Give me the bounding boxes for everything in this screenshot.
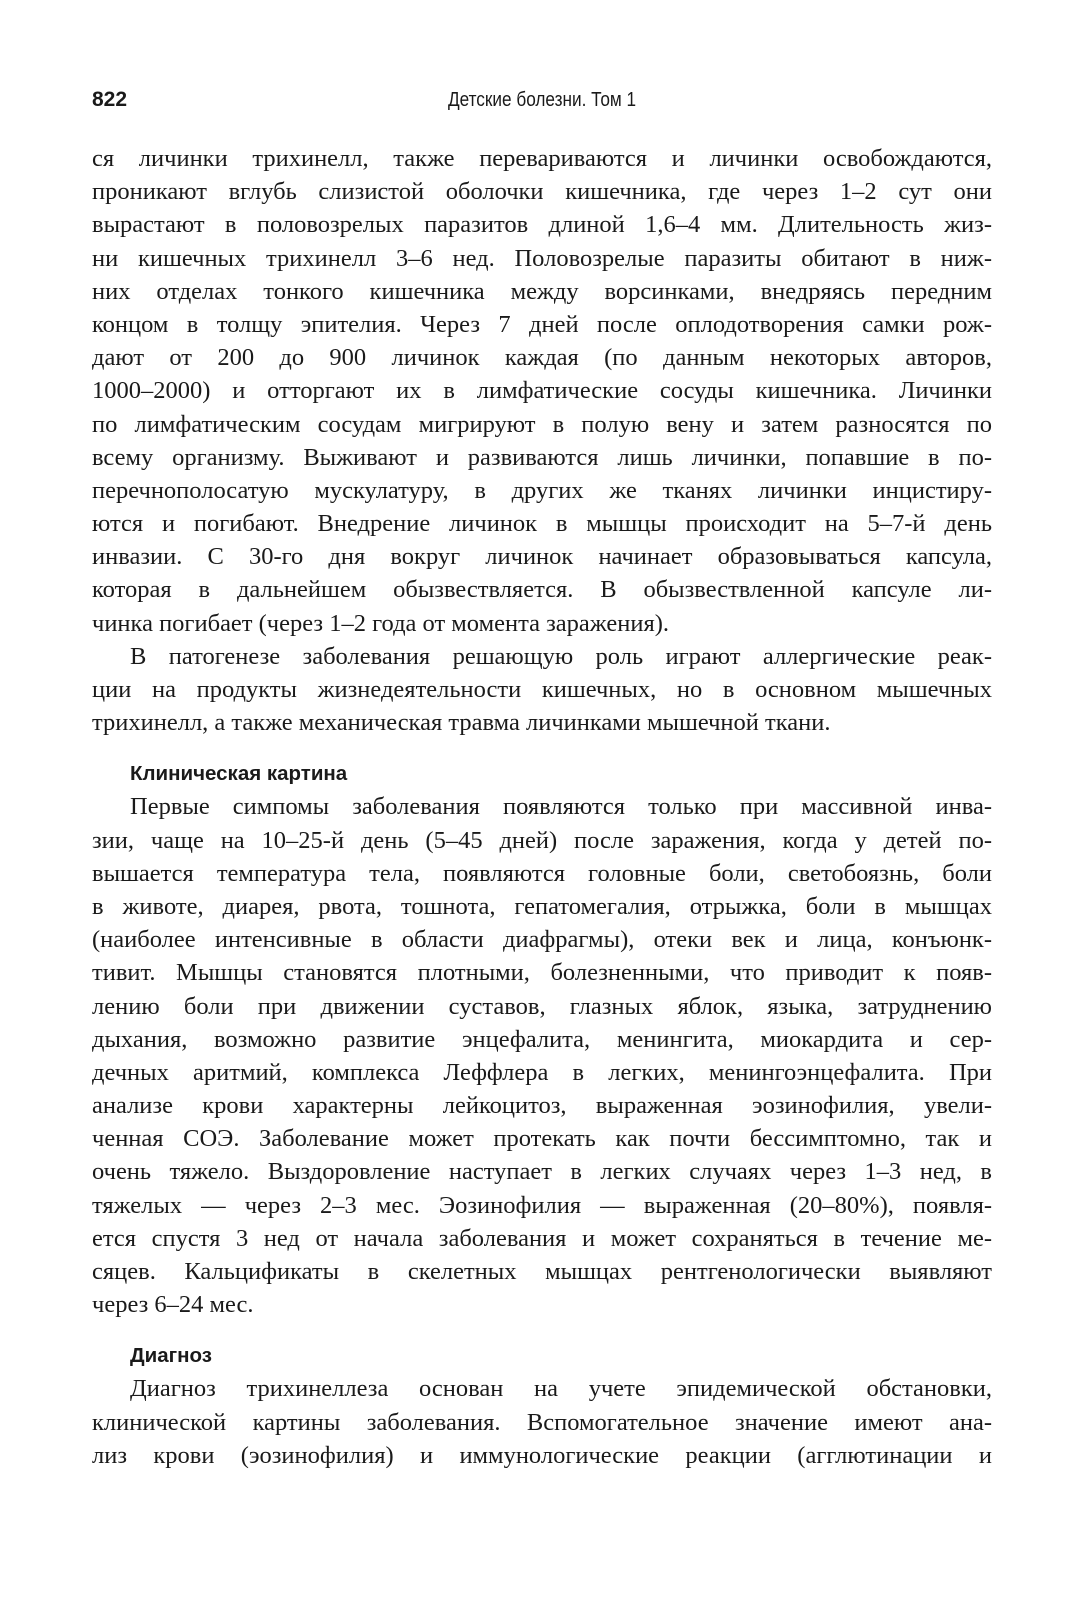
- text-line: ции на продукты жизнедеятельности кишечных, но в основном мышечных: [92, 676, 992, 703]
- text-line: Первые симпомы заболевания появляются только при массивной инва-: [130, 793, 992, 821]
- text-line: чинка погибает (через 1–2 года от момента заражения).: [92, 609, 670, 637]
- text-line: инвазии. С 30-го дня вокруг личинок начинает образовываться капсула,: [92, 543, 992, 571]
- text-line: всему организму. Выживают и развиваются лишь личинки, попавшие в по-: [92, 443, 992, 471]
- page-number: 822: [92, 88, 128, 111]
- text-line: дают от 200 до 900 личинок каждая (по данным некоторых авторов,: [92, 344, 992, 372]
- text-line: концом в толщу эпителия. Через 7 дней после оплодотворения самки рож-: [92, 310, 992, 338]
- text-line: перечнополосатую мускулатуру, в других же тканях личинки инцистиру-: [92, 476, 992, 504]
- text-line: ченная СОЭ. Заболевание может протекать как почти бессимптомно, так и: [92, 1125, 992, 1153]
- text-line: вырастают в половозрелых паразитов длиной 1,6–4 мм. Длительность жиз-: [92, 211, 992, 239]
- text-line: анализе крови характерны лейкоцитоз, выраженная эозинофилия, увели-: [92, 1092, 992, 1120]
- text-line: сяцев. Кальцификаты в скелетных мышцах рентгенологически выявляют: [92, 1258, 992, 1285]
- text-line: которая в дальнейшем обызвествляется. В обызвествленной капсуле ли-: [92, 576, 992, 604]
- page-header: [92, 88, 992, 122]
- text-line: дечных аритмий, комплекса Леффлера в легких, менингоэнцефалита. При: [92, 1058, 992, 1086]
- text-line: тивит. Мышцы становятся плотными, болезненными, что приводит к появ-: [92, 959, 992, 987]
- paragraph-clinical: [92, 790, 992, 1321]
- text-line: тяжелых — через 2–3 мес. Эозинофилия — выраженная (20–80%), появля-: [92, 1191, 992, 1219]
- text-line: лиз крови (эозинофилия) и иммунологические реакции (агглютинации и: [92, 1441, 992, 1469]
- text-line: очень тяжело. Выздоровление наступает в легких случаях через 1–3 нед, в: [92, 1158, 992, 1186]
- text-line: клинической картины заболевания. Вспомогательное значение имеют ана-: [92, 1408, 992, 1436]
- text-line: них отделах тонкого кишечника между ворсинками, внедряясь передним: [92, 277, 992, 305]
- section-heading-clinical: Клиническая картина: [130, 762, 348, 786]
- body-text: [92, 142, 992, 1472]
- paragraph-diagnosis: [92, 1372, 992, 1472]
- text-line: (наиболее интенсивные в области диафрагмы), отеки век и лица, конъюнк-: [92, 926, 992, 954]
- section-heading-diagnosis: Диагноз: [130, 1344, 212, 1368]
- text-line: в животе, диарея, рвота, тошнота, гепатомегалия, отрыжка, боли в мышцах: [92, 892, 992, 920]
- paragraph-intro: [92, 142, 992, 640]
- text-line: трихинелл, а также механическая травма личинками мышечной ткани.: [92, 709, 831, 737]
- text-line: ются и погибают. Внедрение личинок в мышцы происходит на 5–7-й день: [92, 510, 992, 538]
- text-line: ся личинки трихинелл, также перевариваются и личинки освобождаются,: [92, 145, 992, 172]
- text-line: через 6–24 мес.: [92, 1291, 254, 1319]
- paragraph-pathogenesis: [92, 640, 992, 740]
- text-line: зии, чаще на 10–25-й день (5–45 дней) после заражения, когда у детей по-: [92, 826, 992, 854]
- text-line: по лимфатическим сосудам мигрируют в полую вену и затем разносятся по: [92, 410, 992, 438]
- text-line: Диагноз трихинеллеза основан на учете эпидемической обстановки,: [130, 1375, 992, 1403]
- text-line: дыхания, возможно развитие энцефалита, менингита, миокардита и сер-: [92, 1025, 992, 1053]
- text-line: 1000–2000) и отторгают их в лимфатические сосуды кишечника. Личинки: [92, 377, 992, 405]
- text-line: ется спустя 3 нед от начала заболевания и может сохраняться в течение ме-: [92, 1224, 992, 1252]
- text-line: В патогенезе заболевания решающую роль играют аллергические реак-: [130, 642, 992, 670]
- running-title: Детские болезни. Том 1: [447, 89, 637, 111]
- text-line: вышается температура тела, появляются головные боли, светобоязнь, боли: [92, 859, 992, 887]
- text-line: ни кишечных трихинелл 3–6 нед. Половозрелые паразиты обитают в ниж-: [92, 244, 992, 272]
- text-line: лению боли при движении суставов, глазных яблок, языка, затруднению: [92, 992, 992, 1020]
- text-line: проникают вглубь слизистой оболочки кишечника, где через 1–2 сут они: [92, 178, 992, 206]
